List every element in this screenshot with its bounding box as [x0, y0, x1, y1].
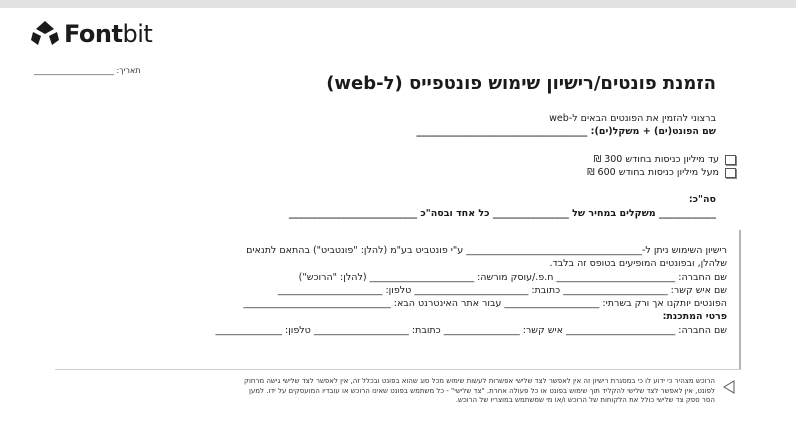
total-line[interactable]: ____________ משקלים במחיר של ________________ כל אחד ובסה"כ ___________________________ — [288, 208, 716, 219]
option-over-million[interactable] — [587, 166, 736, 179]
top-bar — [0, 0, 796, 8]
logo-wordmark — [64, 20, 152, 48]
date-field[interactable]: תאריך: ____________________ — [34, 66, 141, 75]
contact-line[interactable]: שם איש קשר: ______________________ כתובת: ________________________ טלפון: ______________________ — [277, 284, 727, 296]
checkbox-up-to-million[interactable] — [725, 155, 736, 165]
total-label: סה"כ: — [688, 194, 716, 205]
logo-wordmark-light: bit — [122, 20, 153, 48]
developer-line[interactable]: שם החברה: _______________________ איש קשר: ________________ כתובת: ____________________ טלפון: ______________ — [215, 324, 727, 336]
footnote-line-3: הסר ספק צד שלישי כולל את הלקוחות של הרוכש ו/או מי שמשתמש במוצריו של הרוכש. — [455, 396, 715, 405]
fontbit-logo-icon — [30, 20, 60, 48]
footnote-line-2: לפונט, אין לאפשר לצד שלישי להקליד תוך שימוש בפונט או כל פעולה אחרת. "צד שלישי" - כל משתמש בפונט שאינו הרוכש או עובדיו המועסקים על ידו. למען — [248, 386, 715, 395]
company-line[interactable]: שם החברה: _________________________ ח.פ./עוסק מורשה: ______________________ (להלן: "הרוכש") — [298, 271, 727, 283]
order-intro: ברצוני להזמין את הפונטים הבאים ל-web — [549, 113, 716, 124]
license-options — [587, 153, 736, 179]
footnote-line-1: הרוכש מצהיר כי ידוע לו כי במסגרת רישיון זה אין לאפשר לצד שלישי אפשרות לעשות שימוש מכל סוג שהוא בפונט ובכלל זה, אין לאפשר לצד שלישי גישה מרחוק — [243, 377, 715, 385]
option-up-to-million[interactable] — [587, 153, 736, 166]
developer-title: פרטי המתכנת: — [662, 311, 727, 323]
license-line-1[interactable]: רישיון השימוש ניתן ל-_____________________________________ ע"י פונטביט בע"מ (להלן: "פונטביט") בהתאם לתנאים — [246, 245, 727, 256]
option-label: עד מיליון כניסות בחודש 300 ₪ — [593, 154, 719, 165]
license-line-2: שלהלן, ובפונטים המופיעים בטופס זה בלבד. — [549, 258, 727, 270]
total-section — [76, 193, 716, 221]
license-panel — [55, 230, 741, 370]
font-names-field[interactable]: שם הפונט(ים) + משקל(ים): ____________________________________ — [416, 126, 716, 137]
logo-wordmark-bold: Font — [64, 20, 123, 48]
triangle-left-icon — [723, 380, 735, 394]
servers-line[interactable]: הפונטים יותקנו אך ורק בשרתי: ____________________ עבור אתר האינטרנט הבא: _______________________________ — [243, 298, 727, 310]
page-title: הזמנת פונטים/רישיון שימוש פונטפייס (ל-web) — [326, 73, 716, 94]
order-section — [256, 112, 716, 138]
option-label: מעל מיליון כניסות בחודש 600 ₪ — [587, 167, 719, 178]
legal-footnote — [35, 377, 715, 406]
fontbit-logo — [30, 20, 152, 48]
checkbox-over-million[interactable] — [725, 168, 736, 178]
